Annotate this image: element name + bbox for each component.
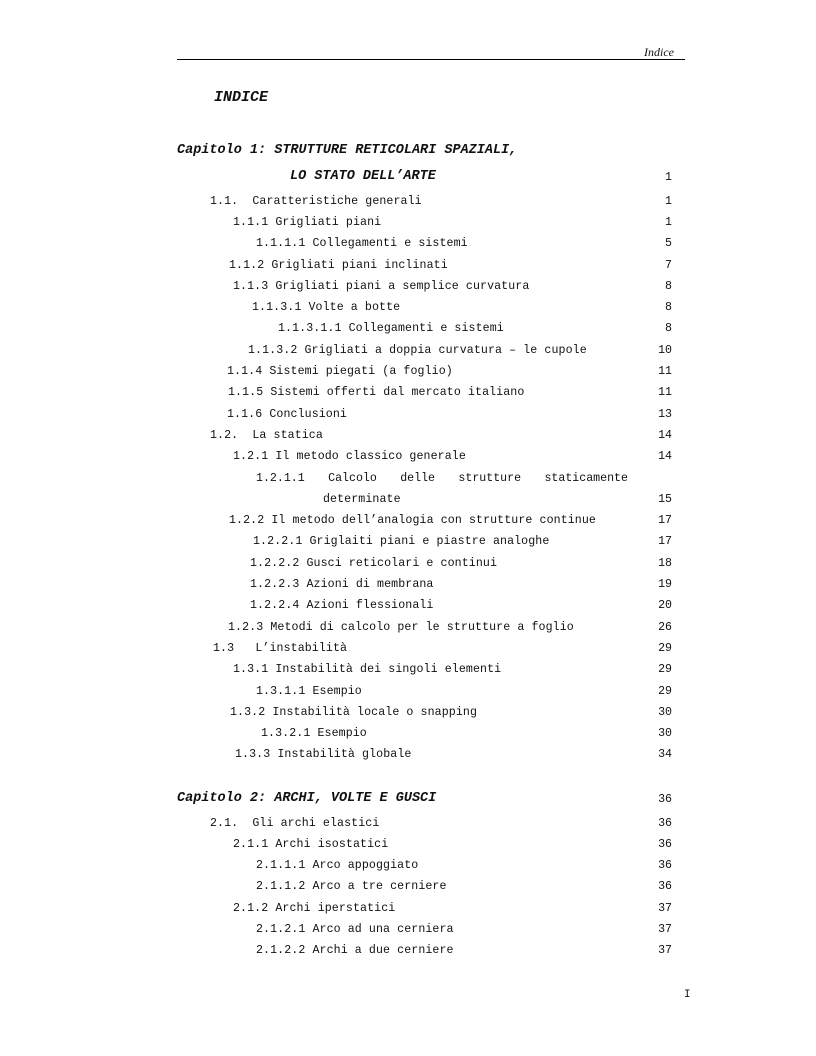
justified-word: Calcolo bbox=[328, 472, 377, 485]
index-title: INDICE bbox=[214, 89, 269, 106]
chapter-1-title-line2: LO STATO DELL’ARTE bbox=[290, 169, 436, 184]
toc-entry: 1.1.3.1 Volte a botte bbox=[252, 301, 401, 314]
toc-entry: 1.3.3 Instabilità globale bbox=[235, 748, 412, 761]
chapter-2-page: 36 bbox=[658, 793, 672, 806]
toc-page: 14 bbox=[658, 429, 672, 442]
toc-page: 7 bbox=[665, 259, 672, 272]
toc-page: 11 bbox=[658, 386, 672, 399]
toc-page: 29 bbox=[658, 685, 672, 698]
justified-word: 1.2.1.1 bbox=[256, 472, 305, 485]
toc-entry: 1.1.3 Grigliati piani a semplice curvatura bbox=[233, 280, 530, 293]
toc-page: 11 bbox=[658, 365, 672, 378]
toc-entry: 1.2.2.3 Azioni di membrana bbox=[250, 578, 434, 591]
toc-entry: 2.1.1 Archi isostatici bbox=[233, 838, 389, 851]
toc-page: 15 bbox=[658, 493, 672, 506]
toc-page: 8 bbox=[665, 301, 672, 314]
toc-page: 1 bbox=[665, 195, 672, 208]
footer-page-number: I bbox=[684, 989, 691, 1001]
toc-page: 13 bbox=[658, 408, 672, 421]
toc-entry: 1.2.1 Il metodo classico generale bbox=[233, 450, 466, 463]
justified-word: strutture bbox=[458, 472, 522, 485]
toc-entry: determinate bbox=[323, 493, 401, 506]
toc-page: 29 bbox=[658, 663, 672, 676]
toc-entry: 1.2.2.4 Azioni flessionali bbox=[250, 599, 434, 612]
toc-entry: 2.1.1.1 Arco appoggiato bbox=[256, 859, 419, 872]
toc-entry: 1.3.2 Instabilità locale o snapping bbox=[230, 706, 478, 719]
toc-page: 34 bbox=[658, 748, 672, 761]
toc-page: 18 bbox=[658, 557, 672, 570]
chapter-2-prefix: Capitolo 2 bbox=[177, 791, 259, 806]
chapter-1-prefix: Capitolo 1 bbox=[177, 143, 259, 158]
toc-page: 8 bbox=[665, 280, 672, 293]
running-header: Indice bbox=[644, 45, 674, 59]
toc-entry: 2.1.1.2 Arco a tre cerniere bbox=[256, 880, 447, 893]
toc-entry: 1.1.3.2 Grigliati a doppia curvatura – le cupole bbox=[248, 344, 587, 357]
toc-entry: 1.2.2.1 Griglaiti piani e piastre analoghe bbox=[253, 535, 550, 548]
toc-page: 5 bbox=[665, 237, 672, 250]
toc-entry: 1.3 L’instabilità bbox=[213, 642, 348, 655]
chapter-2-heading bbox=[177, 791, 436, 806]
toc-page: 36 bbox=[658, 838, 672, 851]
toc-entry: 1.2.2.2 Gusci reticolari e continui bbox=[250, 557, 498, 570]
toc-page: 17 bbox=[658, 514, 672, 527]
toc-entry: 1.1.1 Grigliati piani bbox=[233, 216, 382, 229]
toc-page: 20 bbox=[658, 599, 672, 612]
toc-page: 19 bbox=[658, 578, 672, 591]
toc-page: 10 bbox=[658, 344, 672, 357]
toc-page: 37 bbox=[658, 923, 672, 936]
toc-entry: 2.1.2 Archi iperstatici bbox=[233, 902, 396, 915]
toc-entry: 1.1.6 Conclusioni bbox=[227, 408, 347, 421]
justified-word: delle bbox=[400, 472, 436, 485]
toc-page: 30 bbox=[658, 727, 672, 740]
header-rule bbox=[177, 59, 685, 60]
toc-page: 1 bbox=[665, 216, 672, 229]
toc-page: 26 bbox=[658, 621, 672, 634]
toc-entry: 1.1.1.1 Collegamenti e sistemi bbox=[256, 237, 468, 250]
toc-entry: 2.1.2.2 Archi a due cerniere bbox=[256, 944, 454, 957]
chapter-1-title-line1: : STRUTTURE RETICOLARI SPAZIALI, bbox=[258, 143, 518, 158]
toc-entry: 1.3.1.1 Esempio bbox=[256, 685, 362, 698]
toc-page: 36 bbox=[658, 817, 672, 830]
toc-page: 37 bbox=[658, 902, 672, 915]
toc-entry: 1.2.2 Il metodo dell’analogia con strutture continue bbox=[229, 514, 596, 527]
toc-entry: 2.1. Gli archi elastici bbox=[210, 817, 380, 830]
toc-entry: 1.2.3 Metodi di calcolo per le strutture a foglio bbox=[228, 621, 574, 634]
toc-page: 8 bbox=[665, 322, 672, 335]
toc-page: 30 bbox=[658, 706, 672, 719]
justified-word: staticamente bbox=[544, 472, 628, 485]
toc-entry-justified bbox=[256, 472, 628, 485]
toc-page: 37 bbox=[658, 944, 672, 957]
toc-entry: 1.3.2.1 Esempio bbox=[261, 727, 367, 740]
toc-page: 17 bbox=[658, 535, 672, 548]
toc-entry: 1.1.5 Sistemi offerti dal mercato italiano bbox=[228, 386, 525, 399]
toc-entry: 1.1.4 Sistemi piegati (a foglio) bbox=[227, 365, 453, 378]
toc-page: 36 bbox=[658, 880, 672, 893]
toc-page: 29 bbox=[658, 642, 672, 655]
toc-entry: 1.1. Caratteristiche generali bbox=[210, 195, 422, 208]
chapter-1-page: 1 bbox=[665, 171, 672, 184]
toc-entry: 1.3.1 Instabilità dei singoli elementi bbox=[233, 663, 502, 676]
toc-entry: 1.1.3.1.1 Collegamenti e sistemi bbox=[278, 322, 504, 335]
toc-entry: 1.2. La statica bbox=[210, 429, 323, 442]
toc-page: 14 bbox=[658, 450, 672, 463]
toc-entry: 1.1.2 Grigliati piani inclinati bbox=[229, 259, 448, 272]
chapter-2-title: : ARCHI, VOLTE E GUSCI bbox=[258, 791, 437, 806]
toc-page: 36 bbox=[658, 859, 672, 872]
chapter-1-heading bbox=[177, 143, 517, 158]
toc-entry: 2.1.2.1 Arco ad una cerniera bbox=[256, 923, 454, 936]
